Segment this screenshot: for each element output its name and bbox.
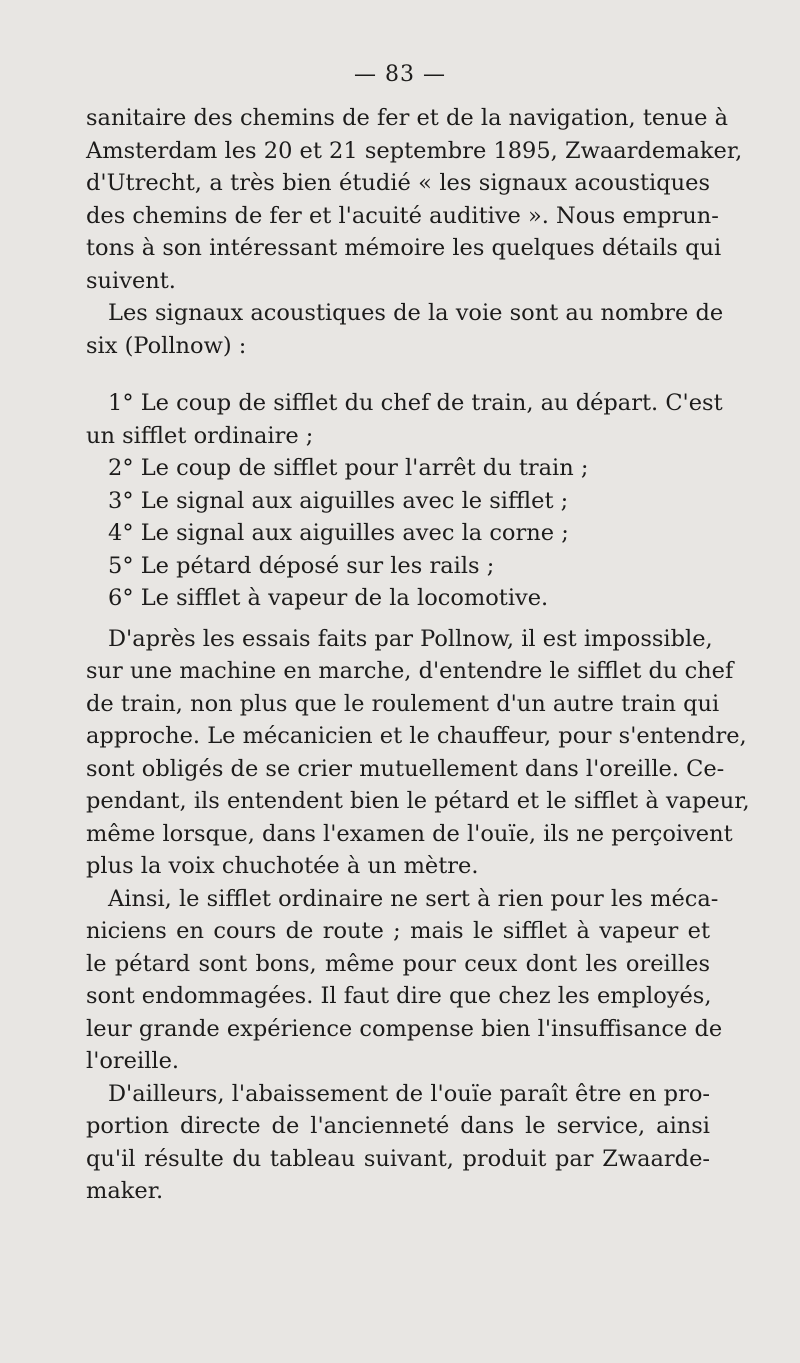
text-line: six (Pollnow) : [86, 332, 247, 359]
list-item: 1° Le coup de sifflet du chef de train, au départ. C'est [108, 390, 723, 416]
paragraph [86, 1078, 710, 1208]
text-line: leur grande expérience compense bien l'insuffisance de [86, 1015, 723, 1042]
paragraph [86, 883, 723, 1078]
spacer [86, 362, 710, 387]
text-line: niciens en cours de route ; mais le sifflet à vapeur et [86, 918, 710, 944]
list-item: 3° Le signal aux aiguilles avec le sifflet ; [108, 487, 569, 514]
text-line: Ainsi, le sifflet ordinaire ne sert à rien pour les méca- [108, 885, 719, 912]
text-line: maker. [86, 1178, 164, 1204]
text-line: Les signaux acoustiques de la voie sont au nombre de [108, 300, 724, 326]
text-line: D'ailleurs, l'abaissement de l'ouïe paraît être en pro- [108, 1080, 710, 1107]
list-item: 2° Le coup de sifflet pour l'arrêt du train ; [108, 455, 589, 481]
text-line: D'après les essais faits par Pollnow, il est impossible, [108, 625, 713, 652]
text-line: approche. Le mécanicien et le chauffeur, pour s'entendre, [86, 723, 747, 749]
list-item: 4° Le signal aux aiguilles avec la corne ; [108, 520, 569, 546]
text-line: sont endommagées. Il faut dire que chez les employés, [86, 983, 712, 1009]
text-line: des chemins de fer et l'acuité auditive ». Nous emprun- [86, 202, 719, 229]
text-line: tons à son intéressant mémoire les quelques détails qui [86, 235, 722, 261]
text-line: de train, non plus que le roulement d'un autre train qui [86, 690, 720, 717]
list-item: 5° Le pétard déposé sur les rails ; [108, 552, 495, 579]
text-line: qu'il résulte du tableau suivant, produit par Zwaarde- [86, 1145, 710, 1172]
paragraph [86, 102, 743, 297]
text-line: le pétard sont bons, même pour ceux dont les oreilles [86, 950, 710, 977]
paragraph [86, 297, 724, 362]
text-line: portion directe de l'ancienneté dans le service, ainsi [86, 1113, 710, 1139]
text-line: même lorsque, dans l'examen de l'ouïe, ils ne perçoivent [86, 820, 733, 847]
paragraph [86, 623, 750, 883]
page-number: — 83 — [354, 62, 446, 87]
text-line: pendant, ils entendent bien le pétard et le sifflet à vapeur, [86, 788, 750, 814]
text-line: l'oreille. [86, 1048, 180, 1074]
text-line: sanitaire des chemins de fer et de la navigation, tenue à [86, 105, 729, 131]
text-line: plus la voix chuchotée à un mètre. [86, 853, 479, 879]
spacer [86, 615, 710, 623]
list-item: un sifflet ordinaire ; [86, 422, 314, 449]
text-line: suivent. [86, 267, 176, 294]
numbered-list [86, 387, 723, 615]
list-item: 6° Le sifflet à vapeur de la locomotive. [108, 585, 549, 611]
text-line: sur une machine en marche, d'entendre le sifflet du chef [86, 658, 734, 684]
text-line: d'Utrecht, a très bien étudié « les signaux acoustiques [86, 170, 710, 196]
text-line: Amsterdam les 20 et 21 septembre 1895, Zwaardemaker, [86, 137, 743, 164]
text-line: sont obligés de se crier mutuellement dans l'oreille. Ce- [86, 755, 725, 782]
body-text [86, 102, 750, 1208]
